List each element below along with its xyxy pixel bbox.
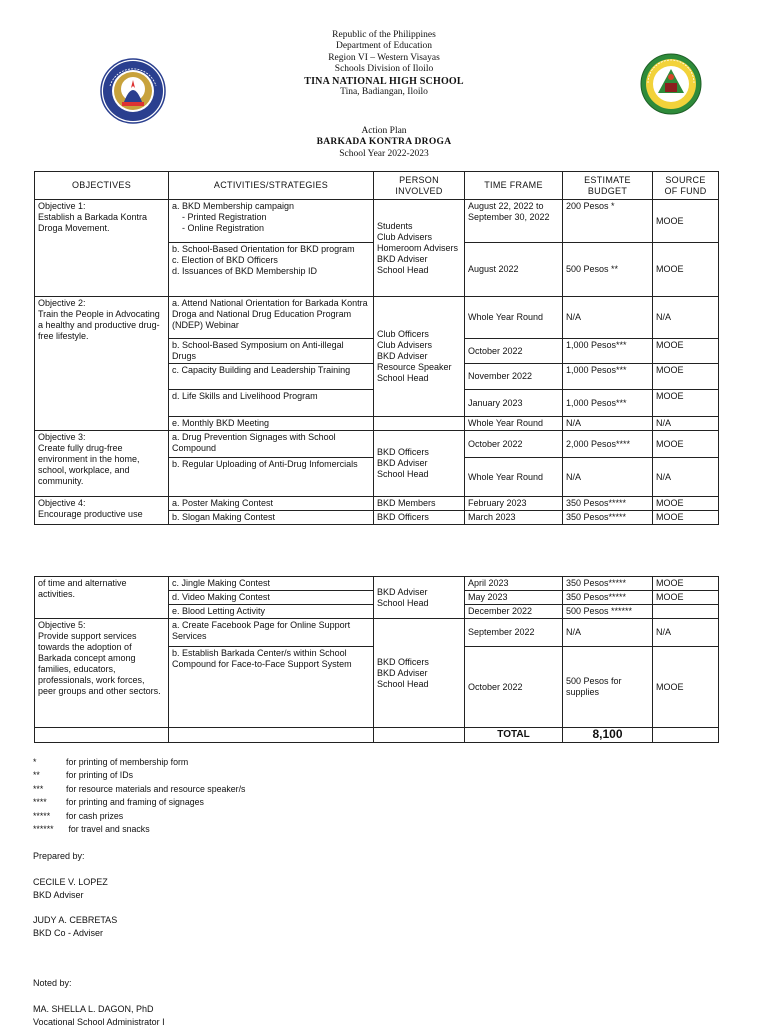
preparer-1-role: BKD Adviser xyxy=(33,889,108,902)
fund-cell: MOOE xyxy=(653,577,719,591)
col-person: PERSON INVOLVED xyxy=(374,172,465,200)
noter-1-name: MA. SHELLA L. DAGON, PhD xyxy=(33,1003,165,1016)
fund-cell: MOOE xyxy=(653,339,719,364)
time-cell: Whole Year Round xyxy=(465,458,563,497)
persons-cell: BKD Officers BKD Adviser School Head xyxy=(374,619,465,728)
footnote-item: * for printing of membership form xyxy=(33,756,245,769)
budget-cell: N/A xyxy=(563,417,653,431)
time-cell: August 2022 xyxy=(465,243,563,297)
document-type: Action Plan xyxy=(0,126,768,137)
time-cell: Whole Year Round xyxy=(465,417,563,431)
persons-cell xyxy=(374,417,465,431)
region-line: Region VI – Western Visayas xyxy=(0,53,768,64)
time-cell: January 2023 xyxy=(465,390,563,417)
time-cell: October 2022 xyxy=(465,339,563,364)
activity-cell: d. Life Skills and Livelihood Program xyxy=(169,390,374,417)
budget-cell: 350 Pesos***** xyxy=(563,577,653,591)
activity-cell: a. Attend National Orientation for Barkada Kontra Droga and National Drug Education Program (NDEP) Webinar xyxy=(169,297,374,339)
table-row xyxy=(35,431,719,458)
noted-by-label: Noted by: xyxy=(33,977,72,990)
activity-cell: a. Drug Prevention Signages with School Compound xyxy=(169,431,374,458)
persons-cell: Club Officers Club Advisers BKD Adviser Resource Speaker School Head xyxy=(374,297,465,417)
preparer-1-name: CECILE V. LOPEZ xyxy=(33,876,108,889)
time-cell: Whole Year Round xyxy=(465,297,563,339)
time-cell: November 2022 xyxy=(465,364,563,390)
fund-cell: MOOE xyxy=(653,497,719,511)
school-name: TINA NATIONAL HIGH SCHOOL xyxy=(0,76,768,87)
action-plan-table-continued xyxy=(34,576,719,743)
fund-cell: MOOE xyxy=(653,200,719,243)
col-activities: ACTIVITIES/STRATEGIES xyxy=(169,172,374,200)
table-row xyxy=(35,497,719,511)
total-label: TOTAL xyxy=(465,728,563,743)
fund-cell: N/A xyxy=(653,619,719,647)
activity-cell: a. Create Facebook Page for Online Support Services xyxy=(169,619,374,647)
action-plan-table xyxy=(34,171,719,525)
fund-cell: MOOE xyxy=(653,647,719,728)
division-line: Schools Division of Iloilo xyxy=(0,64,768,75)
budget-cell: 1,000 Pesos*** xyxy=(563,390,653,417)
persons-cell: BKD Officers xyxy=(374,511,465,525)
budget-cell: 200 Pesos * xyxy=(563,200,653,243)
fund-cell: N/A xyxy=(653,417,719,431)
table-row xyxy=(35,619,719,647)
time-cell: December 2022 xyxy=(465,605,563,619)
activity-cell: e. Monthly BKD Meeting xyxy=(169,417,374,431)
table-row xyxy=(35,297,719,339)
fund-cell: MOOE xyxy=(653,364,719,390)
objective-1-cell: Objective 1: Establish a Barkada Kontra Droga Movement. xyxy=(35,200,169,297)
footnote-item: *** for resource materials and resource speaker/s xyxy=(33,783,245,796)
total-value: 8,100 xyxy=(563,728,653,743)
activity-cell: a. BKD Membership campaign - Printed Registration - Online Registration xyxy=(169,200,374,243)
budget-cell: 500 Pesos for supplies xyxy=(563,647,653,728)
persons-cell: Students Club Advisers Homeroom Advisers BKD Adviser School Head xyxy=(374,200,465,297)
time-cell: October 2022 xyxy=(465,647,563,728)
col-budget: ESTIMATE BUDGET xyxy=(563,172,653,200)
budget-cell: N/A xyxy=(563,458,653,497)
activity-cell: b. Slogan Making Contest xyxy=(169,511,374,525)
col-source: SOURCE OF FUND xyxy=(653,172,719,200)
total-row xyxy=(35,728,719,743)
noter-1 xyxy=(33,1003,165,1028)
program-title: BARKADA KONTRA DROGA xyxy=(0,137,768,148)
activity-cell: c. Capacity Building and Leadership Training xyxy=(169,364,374,390)
activity-cell: b. Establish Barkada Center/s within School Compound for Face-to-Face Support System xyxy=(169,647,374,728)
objective-4-cell: Objective 4: Encourage productive use xyxy=(35,497,169,525)
school-address: Tina, Badiangan, Iloilo xyxy=(0,87,768,98)
fund-cell: MOOE xyxy=(653,431,719,458)
time-cell: February 2023 xyxy=(465,497,563,511)
objective-3-cell: Objective 3: Create fully drug-free environment in the home, school, workplace, and community. xyxy=(35,431,169,497)
preparer-2-role: BKD Co - Adviser xyxy=(33,927,117,940)
persons-cell: BKD Members xyxy=(374,497,465,511)
activity-cell: b. School-Based Symposium on Anti-illegal Drugs xyxy=(169,339,374,364)
time-cell: September 2022 xyxy=(465,619,563,647)
activity-cell: d. Video Making Contest xyxy=(169,591,374,605)
objective-2-cell: Objective 2: Train the People in Advocating a healthy and productive drug-free lifestyle. xyxy=(35,297,169,431)
footnote-item: ** for printing of IDs xyxy=(33,769,245,782)
noter-1-role: Vocational School Administrator I xyxy=(33,1016,165,1028)
fund-cell: MOOE xyxy=(653,591,719,605)
budget-cell: 350 Pesos***** xyxy=(563,591,653,605)
fund-cell: MOOE xyxy=(653,511,719,525)
footnote-item: **** for printing and framing of signages xyxy=(33,796,245,809)
activity-cell: e. Blood Letting Activity xyxy=(169,605,374,619)
budget-cell: 1,000 Pesos*** xyxy=(563,339,653,364)
activity-cell: c. Jingle Making Contest xyxy=(169,577,374,591)
budget-cell: 350 Pesos***** xyxy=(563,511,653,525)
fund-cell: MOOE xyxy=(653,243,719,297)
budget-cell: 1,000 Pesos*** xyxy=(563,364,653,390)
school-year: School Year 2022-2023 xyxy=(0,149,768,160)
fund-cell xyxy=(653,605,719,619)
budget-cell: 350 Pesos***** xyxy=(563,497,653,511)
budget-cell: 500 Pesos ** xyxy=(563,243,653,297)
preparer-1 xyxy=(33,876,108,901)
footnote-item: ****** for travel and snacks xyxy=(33,823,245,836)
persons-cell: BKD Adviser School Head xyxy=(374,577,465,619)
footnotes xyxy=(33,756,245,836)
department-line: Department of Education xyxy=(0,41,768,52)
objective-5-cell: Objective 5: Provide support services towards the adoption of Barkada concept among families, educators, professionals, work forces, peer groups and other sectors. xyxy=(35,619,169,728)
activity-cell: b. Regular Uploading of Anti-Drug Infomercials xyxy=(169,458,374,497)
activity-cell: b. School-Based Orientation for BKD program c. Election of BKD Officers d. Issuances of BKD Membership ID xyxy=(169,243,374,297)
table-row xyxy=(35,200,719,243)
fund-cell: N/A xyxy=(653,297,719,339)
objective-4-continued-cell: of time and alternative activities. xyxy=(35,577,169,619)
time-cell: March 2023 xyxy=(465,511,563,525)
persons-cell: BKD Officers BKD Adviser School Head xyxy=(374,431,465,497)
budget-cell: 2,000 Pesos**** xyxy=(563,431,653,458)
plan-title-block xyxy=(0,126,768,160)
country-line: Republic of the Philippines xyxy=(0,30,768,41)
budget-cell: N/A xyxy=(563,619,653,647)
col-time-frame: TIME FRAME xyxy=(465,172,563,200)
table-header-row xyxy=(35,172,719,200)
activity-cell: a. Poster Making Contest xyxy=(169,497,374,511)
col-objectives: OBJECTIVES xyxy=(35,172,169,200)
time-cell: May 2023 xyxy=(465,591,563,605)
budget-cell: 500 Pesos ****** xyxy=(563,605,653,619)
document-header xyxy=(0,30,768,98)
time-cell: April 2023 xyxy=(465,577,563,591)
fund-cell: N/A xyxy=(653,458,719,497)
prepared-by-label: Prepared by: xyxy=(33,850,85,863)
footnote-item: ***** for cash prizes xyxy=(33,810,245,823)
preparer-2-name: JUDY A. CEBRETAS xyxy=(33,914,117,927)
table-row xyxy=(35,577,719,591)
fund-cell: MOOE xyxy=(653,390,719,417)
time-cell: August 22, 2022 to September 30, 2022 xyxy=(465,200,563,243)
preparer-2 xyxy=(33,914,117,939)
time-cell: October 2022 xyxy=(465,431,563,458)
budget-cell: N/A xyxy=(563,297,653,339)
